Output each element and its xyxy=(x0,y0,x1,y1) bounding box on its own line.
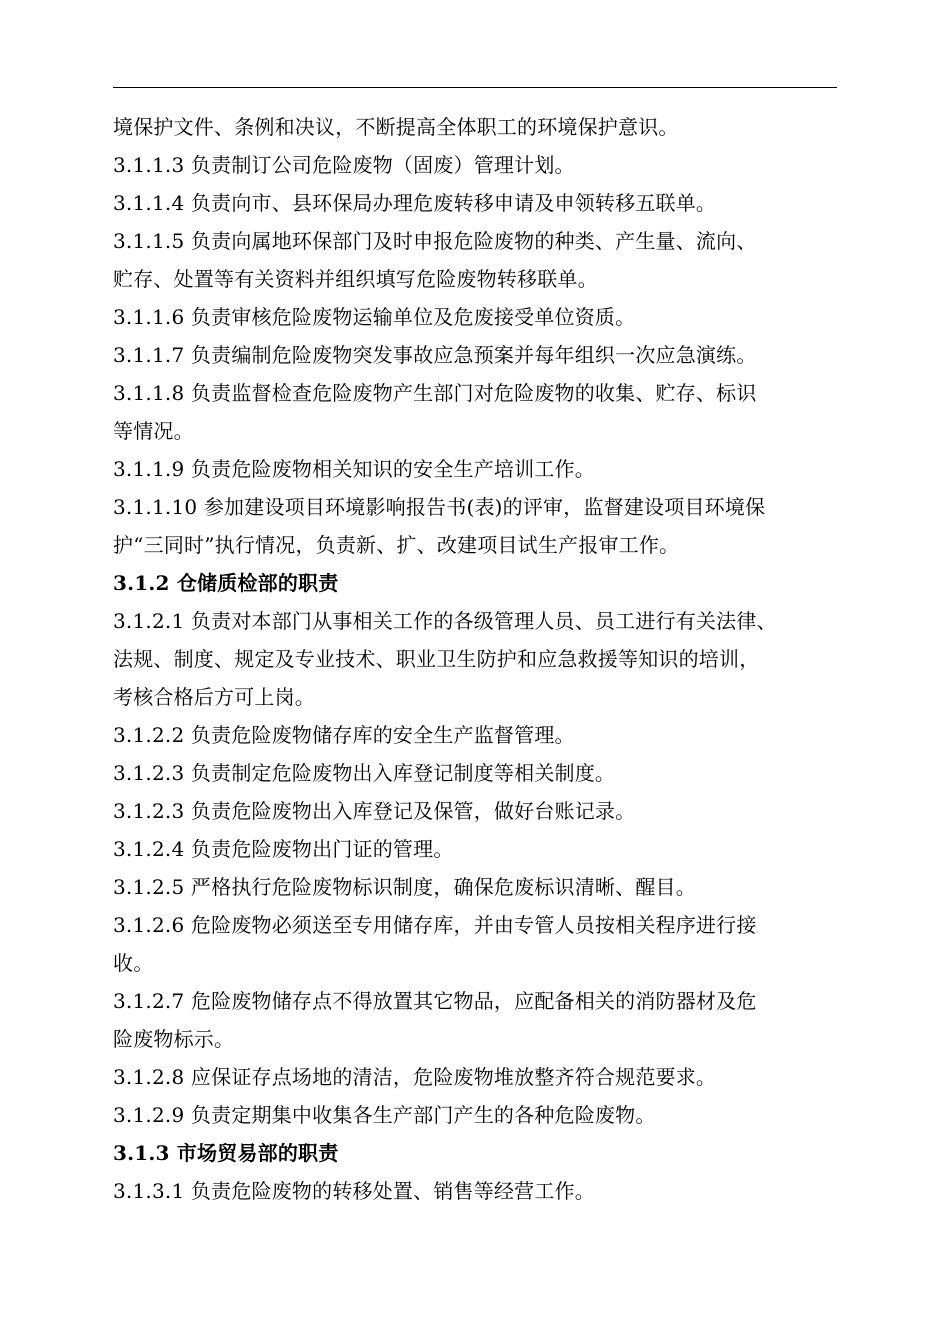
text-line: 3.1.2.9 负责定期集中收集各生产部门产生的各种危险废物。 xyxy=(113,1103,656,1127)
text-line: 3.1.2.4 负责危险废物出门证的管理。 xyxy=(113,837,454,861)
text-line: 3.1.2.2 负责危险废物储存库的安全生产监督管理。 xyxy=(113,723,575,747)
text-line: 3.1.1.4 负责向市、县环保局办理危废转移申请及申领转移五联单。 xyxy=(113,191,717,215)
text-line: 3.1.2.5 严格执行危险废物标识制度，确保危废标识清晰、醒目。 xyxy=(113,875,696,899)
text-line: 护“三同时”执行情况，负责新、扩、改建项目试生产报审工作。 xyxy=(113,533,680,557)
text-line: 法规、制度、规定及专业技术、职业卫生防护和应急救援等知识的培训， xyxy=(113,647,760,671)
section-heading: 3.1.3 市场贸易部的职责 xyxy=(113,1141,339,1165)
document-body xyxy=(113,108,839,1210)
text-line: 3.1.2.3 负责制定危险废物出入库登记制度等相关制度。 xyxy=(113,761,616,785)
text-line: 3.1.1.3 负责制订公司危险废物（固废）管理计划。 xyxy=(113,153,575,177)
text-line: 考核合格后方可上岗。 xyxy=(113,685,315,709)
text-line: 3.1.3.1 负责危险废物的转移处置、销售等经营工作。 xyxy=(113,1179,595,1203)
text-line: 收。 xyxy=(113,951,154,975)
text-line: 3.1.1.6 负责审核危险废物运输单位及危废接受单位资质。 xyxy=(113,305,636,329)
header-rule xyxy=(113,87,837,88)
text-line: 贮存、处置等有关资料并组织填写危险废物转移联单。 xyxy=(113,267,598,291)
text-line: 等情况。 xyxy=(113,419,194,443)
text-line: 3.1.1.5 负责向属地环保部门及时申报危险废物的种类、产生量、流向、 xyxy=(113,229,757,253)
text-line: 3.1.1.9 负责危险废物相关知识的安全生产培训工作。 xyxy=(113,457,595,481)
text-line: 3.1.1.10 参加建设项目环境影响报告书(表)的评审，监督建设项目环境保 xyxy=(113,495,766,519)
text-line: 3.1.1.8 负责监督检查危险废物产生部门对危险废物的收集、贮存、标识 xyxy=(113,381,757,405)
text-line: 3.1.2.6 危险废物必须送至专用储存库，并由专管人员按相关程序进行接 xyxy=(113,913,757,937)
text-line: 境保护文件、条例和决议，不断提高全体职工的环境保护意识。 xyxy=(113,115,679,139)
text-line: 险废物标示。 xyxy=(113,1027,235,1051)
text-line: 3.1.1.7 负责编制危险废物突发事故应急预案并每年组织一次应急演练。 xyxy=(113,343,757,367)
section-heading: 3.1.2 仓储质检部的职责 xyxy=(113,571,339,595)
text-line: 3.1.2.7 危险废物储存点不得放置其它物品，应配备相关的消防器材及危 xyxy=(113,989,757,1013)
text-line: 3.1.2.1 负责对本部门从事相关工作的各级管理人员、员工进行有关法律、 xyxy=(113,609,777,633)
text-line: 3.1.2.8 应保证存点场地的清洁，危险废物堆放整齐符合规范要求。 xyxy=(113,1065,717,1089)
text-line: 3.1.2.3 负责危险废物出入库登记及保管，做好台账记录。 xyxy=(113,799,636,823)
